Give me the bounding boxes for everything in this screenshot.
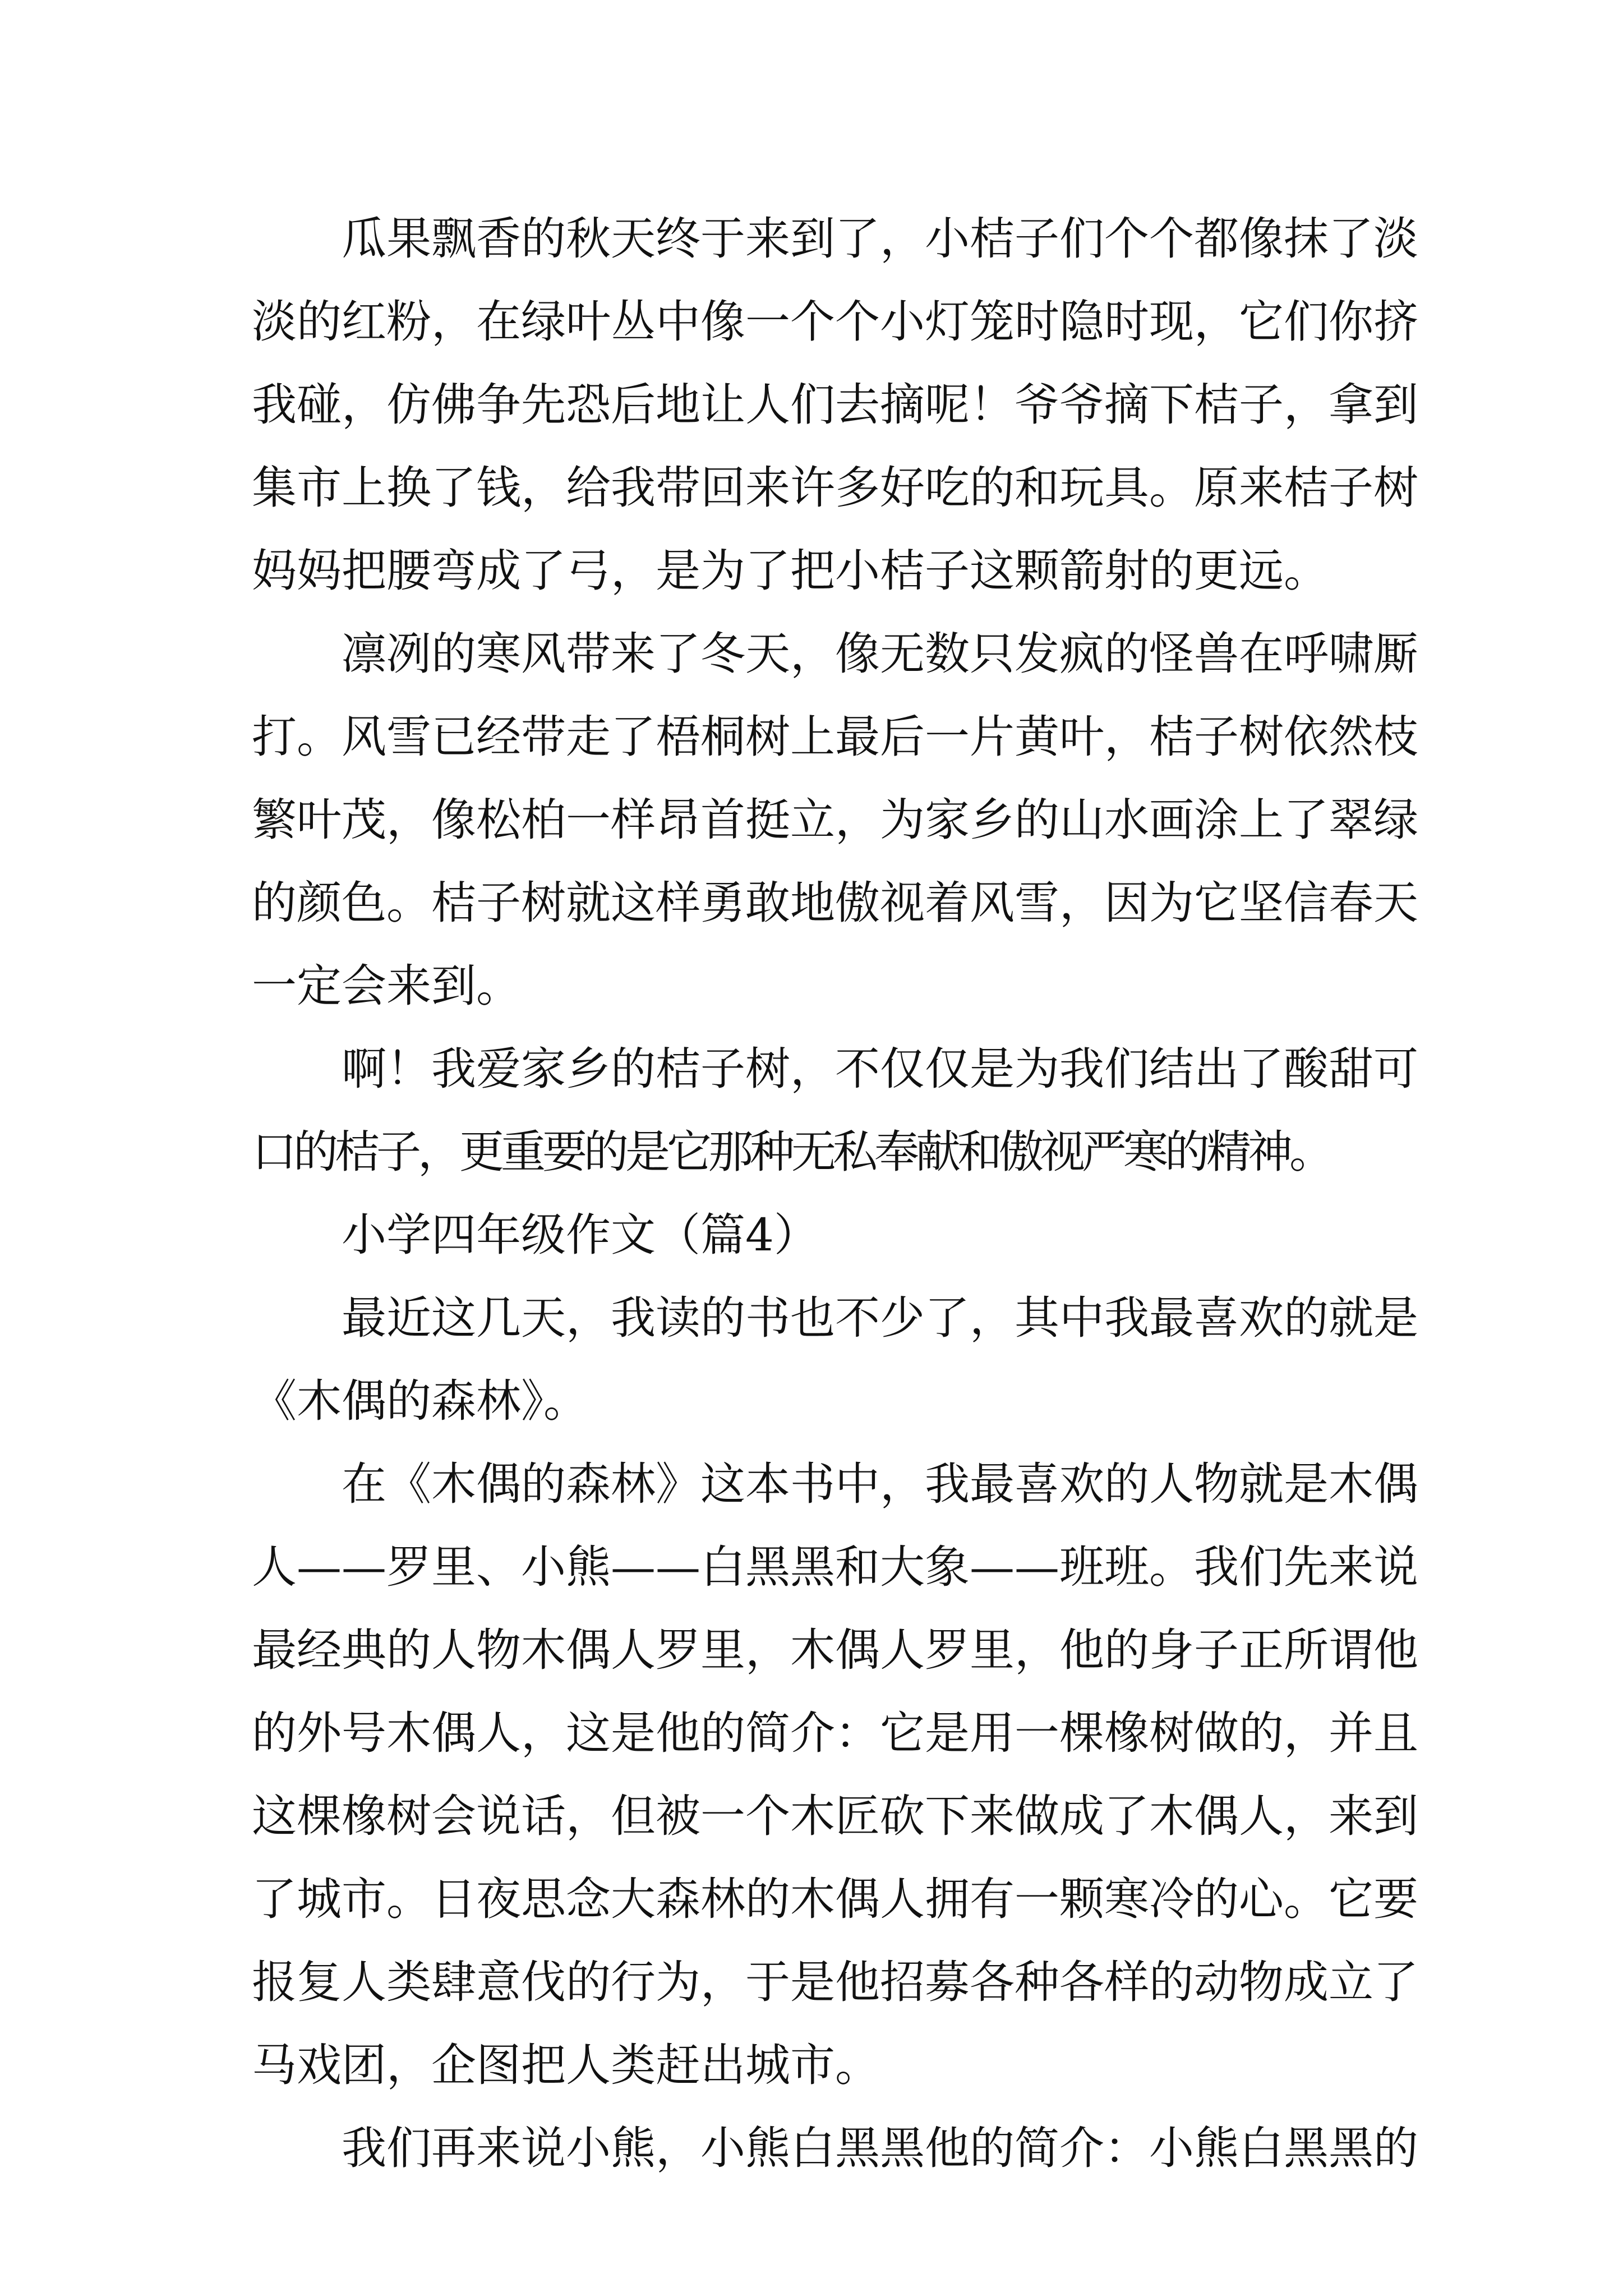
text-line: 妈妈把腰弯成了弓，是为了把小桔子这颗箭射的更远。 bbox=[252, 545, 1329, 597]
text-line: 打。风雪已经带走了梧桐树上最后一片黄叶，桔子树依然枝 bbox=[252, 711, 1418, 763]
text-line: 一定会来到。 bbox=[252, 960, 521, 1012]
text-line: 马戏团，企图把人类赶出城市。 bbox=[252, 2039, 880, 2091]
text-line: 了城市。日夜思念大森林的木偶人拥有一颗寒冷的心。它要 bbox=[252, 1873, 1418, 1925]
text-line: 最经典的人物木偶人罗里，木偶人罗里，他的身子正所谓他 bbox=[252, 1624, 1418, 1676]
text-line: 我碰，仿佛争先恐后地让人们去摘呢！爷爷摘下桔子，拿到 bbox=[252, 379, 1418, 431]
text-line: 繁叶茂，像松柏一样昂首挺立，为家乡的山水画涂上了翠绿 bbox=[252, 794, 1418, 846]
text-line: 这棵橡树会说话，但被一个木匠砍下来做成了木偶人，来到 bbox=[252, 1790, 1418, 1842]
text-line: 啊！我爱家乡的桔子树，不仅仅是为我们结出了酸甜可 bbox=[342, 1043, 1418, 1095]
text-line: 人——罗里、小熊——白黑黑和大象——班班。我们先来说 bbox=[252, 1541, 1418, 1593]
essay-body bbox=[252, 197, 1418, 2190]
text-line: 我们再来说小熊，小熊白黑黑他的简介：小熊白黑黑的 bbox=[342, 2122, 1418, 2174]
text-line: 凛冽的寒风带来了冬天，像无数只发疯的怪兽在呼啸厮 bbox=[342, 628, 1418, 680]
text-line: 最近这几天，我读的书也不少了，其中我最喜欢的就是 bbox=[342, 1292, 1418, 1344]
text-line: 淡的红粉，在绿叶丛中像一个个小灯笼时隐时现，它们你挤 bbox=[252, 296, 1418, 348]
text-line: 的外号木偶人，这是他的简介：它是用一棵橡树做的，并且 bbox=[252, 1707, 1418, 1759]
text-line: 在《木偶的森林》这本书中，我最喜欢的人物就是木偶 bbox=[342, 1458, 1418, 1510]
text-line: 集市上换了钱，给我带回来许多好吃的和玩具。原来桔子树 bbox=[252, 462, 1418, 514]
text-line: 瓜果飘香的秋天终于来到了，小桔子们个个都像抹了淡 bbox=[342, 213, 1418, 265]
section-heading: 小学四年级作文（篇4） bbox=[342, 1209, 819, 1261]
text-line: 报复人类肆意伐的行为，于是他招募各种各样的动物成立了 bbox=[252, 1956, 1418, 2008]
text-line: 《木偶的森林》。 bbox=[252, 1375, 588, 1427]
text-line: 口的桔子，更重要的是它那种无私奉献和傲视严寒的精神。 bbox=[252, 1126, 1331, 1178]
text-line: 的颜色。桔子树就这样勇敢地傲视着风雪，因为它坚信春天 bbox=[252, 877, 1418, 929]
